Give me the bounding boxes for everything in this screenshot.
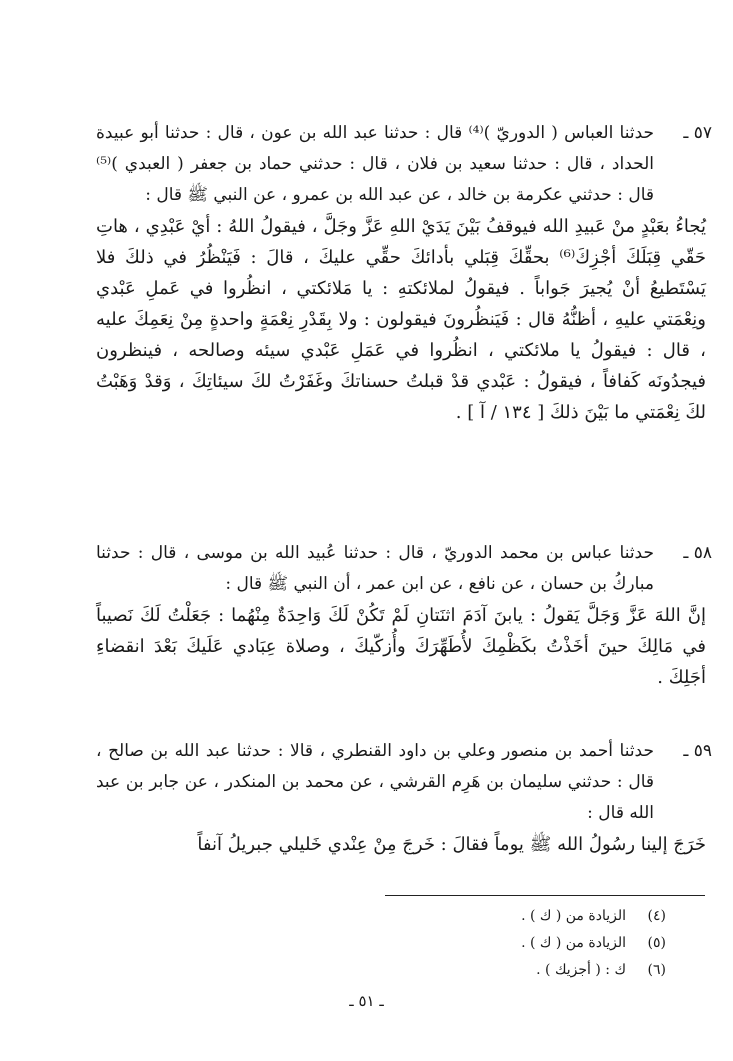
footnote xyxy=(380,930,666,957)
hadith-matn: خَرَجَ إلينا رسُولُ الله ﷺ يوماً فقالَ : خَرجَ مِنْ عِنْدي خَليلي جبريلُ آنفاً xyxy=(197,834,706,855)
footnote xyxy=(380,957,666,984)
footnote-number: (٦) xyxy=(647,962,666,978)
hadith-matn: يُجاءُ بعَبْدٍ منْ عَبيدِ الله فيوقفُ بَيْنَ يَدَيْ اللهِ عَزَّ وجَلَّ ، فيقولُ اللهُ : أيْ عَبْدِي ، هاتِ حَقّي قِبَلَكَ أجْزِكَ⁽⁶⁾ بحقِّكَ قِبَلي بأدائكَ حقِّي عليكَ ، قالَ : فَيَنْظُرُ في ذلكَ فلا يَسْتَطيعُ أنْ يُجيرَ جَواباً . فيقولُ لملائكتهِ : يا مَلائكتي ، انظُروا في عَملِ عَبْدي ونِعْمَتي عليهِ ، أظنُّهُ قال : فَيَنظُرونَ فيقولون : ولا بِقَدْرِ نِعْمَةٍ واحدةٍ مِنْ نِعَمِكَ عليه ، قال : فيقولُ يا ملائكتي ، انظُروا في عَمَلِ عَبْدي سيئه وصالحه ، فينظرون فيجدُونَه كَفافاً ، فيقولُ : عَبْدي قدْ قبلتُ حسناتكَ وغَفَرْتُ لكَ سيئاتِكَ ، وَقدْ وَهَبْتُ لكَ نِعْمَتي ما بَيْنَ ذلكَ [ ١٣٤ / آ ] . xyxy=(96,216,706,423)
hadith-57 xyxy=(96,118,712,428)
hadith-number: ٥٩ ـ xyxy=(683,741,712,761)
footnote-number: (٥) xyxy=(647,935,666,951)
hadith-59 xyxy=(96,736,712,860)
hadith-isnad: حدثنا العباس ( الدوريّ )⁽⁴⁾ قال : حدثنا عبد الله بن عون ، قال : حدثنا أبو عبيدة الحداد ، قال : حدثنا سعيد بن فلان ، قال : حدثني حماد بن جعفر ( العبدي )⁽⁵⁾ قال : حدثني عكرمة بن خالد ، عن عبد الله بن عمرو ، عن النبي ﷺ قال : xyxy=(96,123,654,205)
hadith-58 xyxy=(96,538,712,693)
footnotes xyxy=(380,903,666,984)
page-number: ـ ٥١ ـ xyxy=(349,992,384,1010)
footnote xyxy=(380,903,666,930)
hadith-isnad: حدثنا أحمد بن منصور وعلي بن داود القنطري ، قالا : حدثنا عبد الله بن صالح ، قال : حدثني سليمان بن هَرِم القرشي ، عن محمد بن المنكدر ، عن جابر بن عبد الله قال : xyxy=(96,741,654,823)
footnote-text: ك : ( أجزيك ) . xyxy=(536,962,626,978)
footnote-number: (٤) xyxy=(647,908,666,924)
footnote-text: الزيادة من ( ك ) . xyxy=(521,908,626,924)
hadith-isnad: حدثنا عباس بن محمد الدوريّ ، قال : حدثنا عُبيد الله بن موسى ، قال : حدثنا مباركُ بن حسان ، عن نافع ، عن ابن عمر ، أن النبي ﷺ قال : xyxy=(96,543,654,594)
hadith-number: ٥٨ ـ xyxy=(683,543,712,563)
hadith-number: ٥٧ ـ xyxy=(683,123,712,143)
footnote-text: الزيادة من ( ك ) . xyxy=(521,935,626,951)
hadith-matn: إنَّ اللهَ عَزَّ وَجَلَّ يَقولُ : يابنَ آدَمَ اثنَتانِ لَمْ تَكُنْ لَكَ وَاحِدَةٌ مِنْهُما : جَعَلْتُ لَكَ نَصيباً في مَالِكَ حينَ أخَذْتُ بكَظْمِكَ لأُطَهِّرَكَ وأُزكّيكَ ، وصلاة عِبَادي عَلَيكَ بَعْدَ انقضاءِ أجَلِكَ . xyxy=(96,605,706,688)
footnote-separator xyxy=(385,895,705,896)
